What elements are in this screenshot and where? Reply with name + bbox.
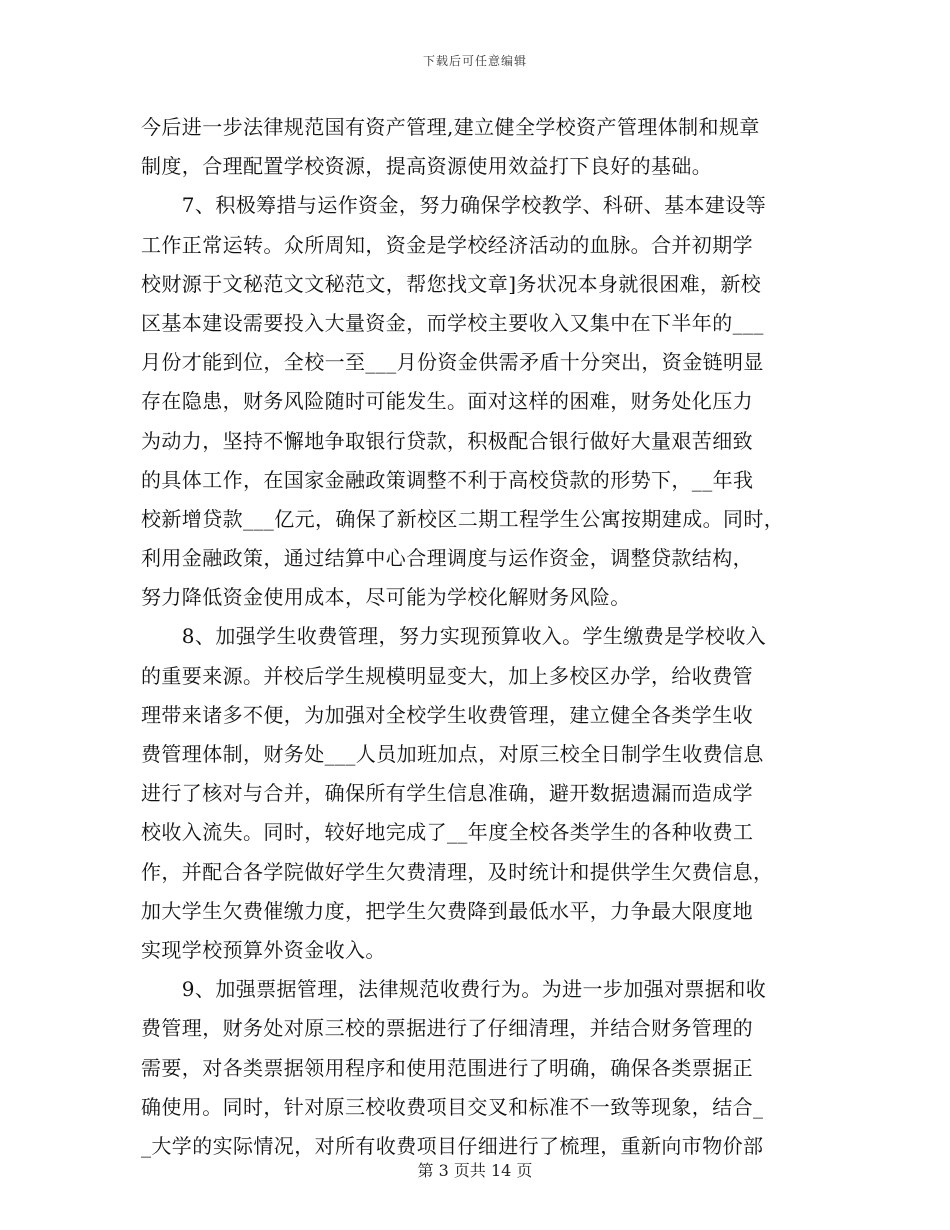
text-line: 8、加强学生收费管理，努力实现预算收入。学生缴费是学校收入: [141, 624, 767, 649]
text-line: 校收入流失。同时，较好地完成了__年度全校各类学生的各种收费工: [141, 820, 754, 845]
text-line: 存在隐患，财务风险随时可能发生。面对这样的困难，财务处化压力: [141, 389, 753, 414]
text-line: 制度，合理配置学校资源，提高资源使用效益打下良好的基础。: [141, 154, 713, 179]
page-header: 下载后可任意编辑: [422, 54, 527, 68]
text-line: 校财源于文秘范文文秘范文，帮您找文章]务状况本身就很困难，新校: [141, 271, 762, 296]
text-line: 确使用。同时，针对原三校收费项目交叉和标准不一致等现象，结合_: [141, 1094, 764, 1119]
text-line: 月份才能到位，全校一至___月份资金供需矛盾十分突出，资金链明显: [141, 350, 764, 375]
text-line: 努力降低资金使用成本，尽可能为学校化解财务风险。: [141, 585, 631, 610]
text-line: 的具体工作，在国家金融政策调整不利于高校贷款的形势下，__年我: [141, 467, 754, 492]
text-line: 需要，对各类票据领用程序和使用范围进行了明确，确保各类票据正: [141, 1055, 753, 1080]
text-line: 进行了核对与合并，确保所有学生信息准确，避开数据遗漏而造成学: [141, 781, 753, 806]
text-line: 工作正常运转。众所周知，资金是学校经济活动的血脉。合并初期学: [141, 232, 753, 257]
text-line: 今后进一步法律规范国有资产管理,建立健全学校资产管理体制和规章: [141, 115, 760, 139]
text-line: 加大学生欠费催缴力度，把学生欠费降到最低水平，力争最大限度地: [141, 898, 753, 923]
text-line: 理带来诸多不便，为加强对全校学生收费管理，建立健全各类学生收: [141, 702, 753, 727]
text-line: 9、加强票据管理，法律规范收费行为。为进一步加强对票据和收: [141, 977, 767, 1002]
text-line: 校新增贷款___亿元，确保了新校区二期工程学生公寓按期建成。同时，: [141, 506, 785, 531]
text-line: 作，并配合各学院做好学生欠费清理，及时统计和提供学生欠费信息，: [141, 859, 774, 884]
body-text: [141, 108, 809, 1166]
text-line: 费管理体制，财务处___人员加班加点，对原三校全日制学生收费信息: [141, 742, 764, 766]
text-line: 的重要来源。并校后学生规模明显变大，加上多校区办学，给收费管: [141, 663, 753, 688]
text-line: 7、积极筹措与运作资金，努力确保学校教学、科研、基本建设等: [141, 193, 767, 218]
text-line: 区基本建设需要投入大量资金，而学校主要收入又集中在下半年的___: [141, 310, 764, 335]
text-line: _大学的实际情况，对所有收费项目仔细进行了梳理，重新向市物价部: [141, 1133, 764, 1158]
page-footer: 第 3 页共 14 页: [417, 1161, 533, 1180]
text-line: 利用金融政策，通过结算中心合理调度与运作资金，调整贷款结构，: [141, 546, 753, 571]
text-line: 费管理，财务处对原三校的票据进行了仔细清理，并结合财务管理的: [141, 1016, 753, 1041]
text-line: 为动力，坚持不懈地争取银行贷款，积极配合银行做好大量艰苦细致: [141, 428, 753, 453]
text-line: 实现学校预算外资金收入。: [141, 937, 386, 962]
